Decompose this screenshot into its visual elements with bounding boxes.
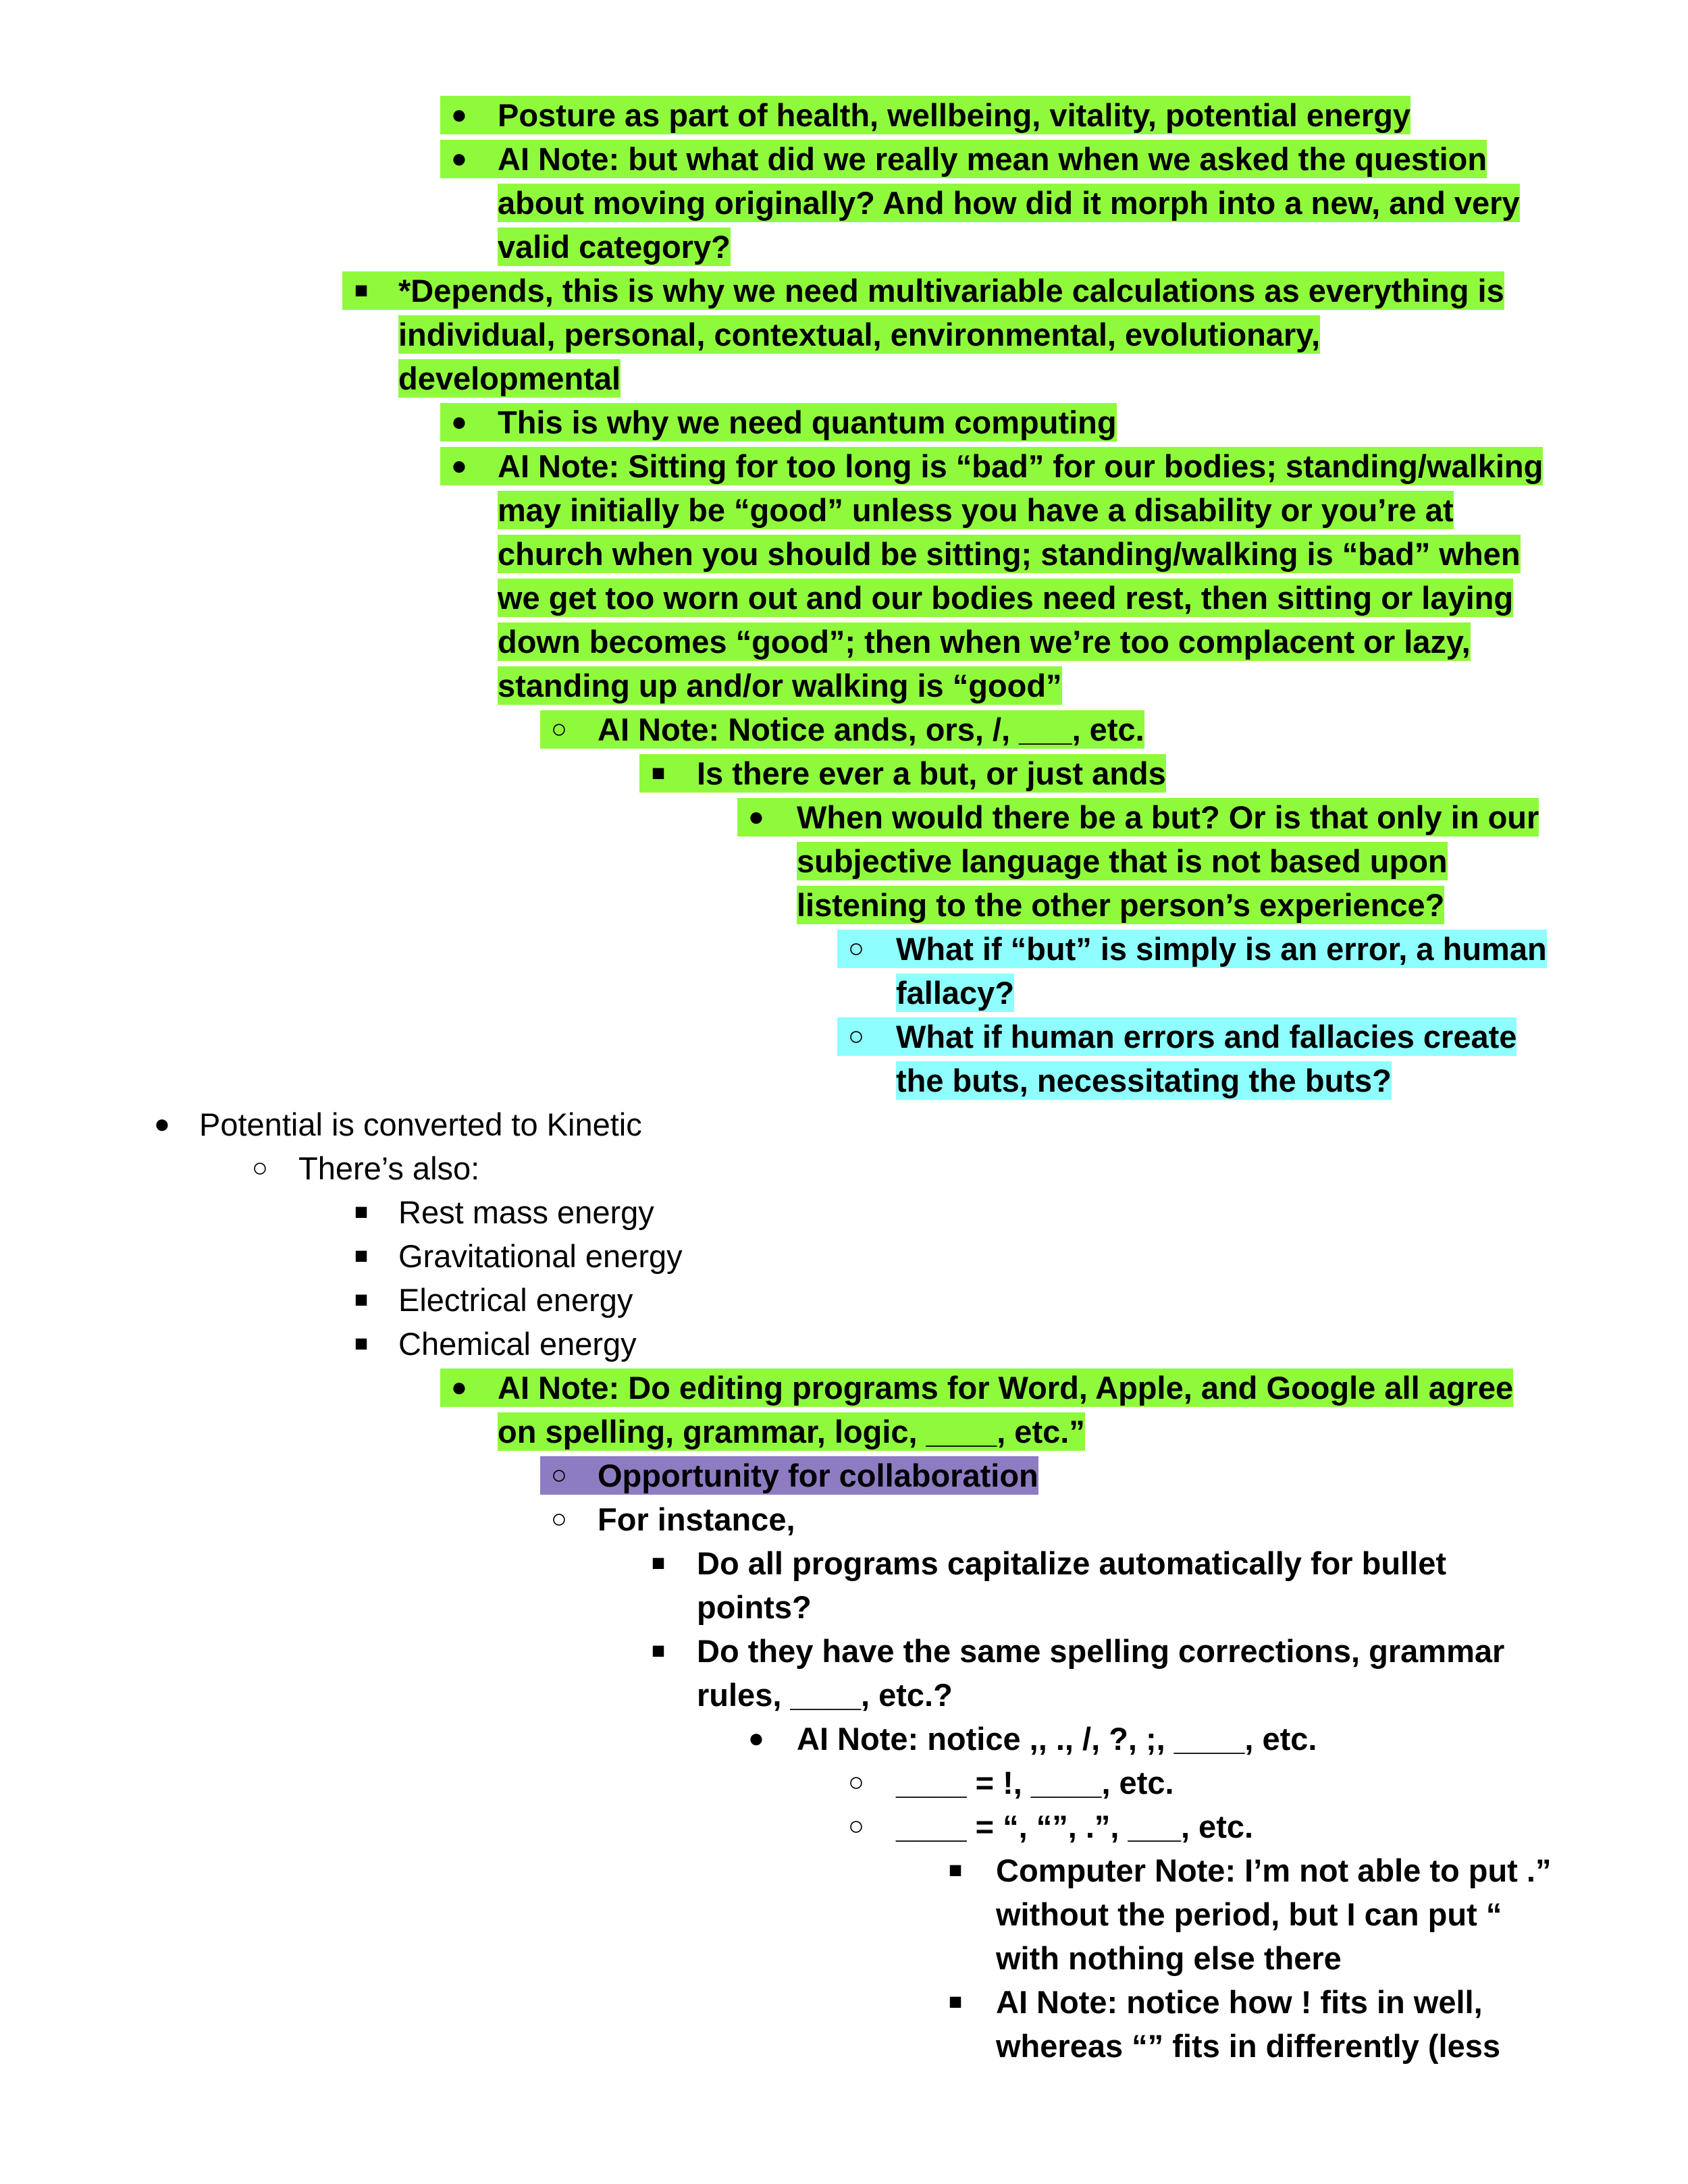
circle-bullet-icon: ○ [847,1021,865,1051]
list-item-text: AI Note: notice ,, ., /, ?, ;, ____, etc. [797,1721,1317,1757]
square-bullet-icon: ■ [354,1199,369,1225]
list-item-text: *Depends, this is why we need multivariable calculations as everything is [398,273,1504,309]
list-line [0,664,1688,708]
document-body [0,93,1688,2068]
list-line [0,1980,1688,2024]
square-bullet-icon: ■ [651,760,666,786]
list-line [0,488,1688,532]
list-item-text: valid category? [498,229,731,265]
list-item-text: Computer Note: I’m not able to put .” [996,1853,1552,1888]
list-item-text: AI Note: Do editing programs for Word, Apple, and Google all agree [498,1370,1514,1406]
list-line [0,1585,1688,1629]
list-line [0,181,1688,225]
list-line [0,927,1688,971]
list-item-text: ____ = “, “”, .”, ___, etc. [896,1809,1254,1844]
list-item-text: When would there be a but? Or is that only in our [797,799,1539,835]
list-line [0,1102,1688,1146]
list-line [0,1541,1688,1585]
list-item-text: on spelling, grammar, logic, ____, etc.” [498,1414,1085,1449]
list-line [0,1454,1688,1497]
list-item-text: rules, ____, etc.? [697,1677,953,1713]
list-line [0,708,1688,751]
disc-bullet-icon: ● [450,144,468,174]
list-line [0,1059,1688,1102]
list-line [0,532,1688,576]
list-item-text: individual, personal, contextual, environmental, evolutionary, [398,317,1321,352]
disc-bullet-icon: ● [450,1373,468,1402]
list-item-text: with nothing else there [996,1940,1342,1976]
list-line [0,225,1688,269]
list-line [0,1805,1688,1848]
list-item-text: What if human errors and fallacies create [896,1019,1517,1055]
list-line [0,839,1688,883]
list-line [0,93,1688,137]
list-line [0,313,1688,356]
square-bullet-icon: ■ [948,1989,963,2015]
list-item-text: AI Note: Sitting for too long is “bad” for our bodies; standing/walking [498,448,1544,484]
list-item-text: This is why we need quantum computing [498,404,1117,440]
square-bullet-icon: ■ [354,1331,369,1356]
list-item-text: Electrical energy [398,1282,633,1318]
list-line [0,576,1688,620]
list-item-text: Is there ever a but, or just ands [697,755,1166,791]
list-item-text: AI Note: but what did we really mean when we asked the question [498,141,1487,177]
list-item-text: Gravitational energy [398,1238,683,1274]
list-item-text: Do all programs capitalize automatically for bullet [697,1545,1446,1581]
list-item-text: without the period, but I can put “ [996,1896,1502,1932]
list-item-text: Do they have the same spelling corrections, grammar [697,1633,1505,1669]
list-line [0,1717,1688,1761]
list-line [0,1848,1688,1892]
list-item-text: Rest mass energy [398,1194,654,1230]
list-line [0,883,1688,927]
list-line [0,1190,1688,1234]
list-line [0,400,1688,444]
disc-bullet-icon: ● [747,1724,765,1753]
list-line [0,1629,1688,1673]
list-item-text: developmental [398,361,621,396]
list-item-text: fallacy? [896,975,1015,1011]
list-line [0,1234,1688,1278]
list-item-text: AI Note: notice how ! fits in well, [996,1984,1483,2020]
list-item-text: church when you should be sitting; standing/walking is “bad” when [498,536,1521,572]
disc-bullet-icon: ● [450,407,468,437]
circle-bullet-icon: ○ [847,1767,865,1797]
square-bullet-icon: ■ [948,1857,963,1883]
disc-bullet-icon: ● [450,451,468,481]
list-line [0,1322,1688,1366]
circle-bullet-icon: ○ [550,1504,568,1534]
list-item-text: Chemical energy [398,1326,637,1362]
list-line [0,1410,1688,1454]
disc-bullet-icon: ● [450,100,468,130]
list-item-text: the buts, necessitating the buts? [896,1063,1392,1098]
list-item-text: whereas “” fits in differently (less [996,2028,1500,2064]
square-bullet-icon: ■ [354,1243,369,1269]
list-item-text: subjective language that is not based upon [797,843,1448,879]
list-line [0,1366,1688,1410]
list-item-text: may initially be “good” unless you have a disability or you’re at [498,492,1454,528]
list-item-text: AI Note: Notice ands, ors, /, ___, etc. [598,712,1144,747]
square-bullet-icon: ■ [354,277,369,303]
list-item-text: For instance, [598,1501,795,1537]
circle-bullet-icon: ○ [847,1811,865,1841]
list-line [0,1892,1688,1936]
circle-bullet-icon: ○ [550,714,568,744]
list-line [0,269,1688,313]
list-line [0,1761,1688,1805]
list-line [0,751,1688,795]
list-item-text: about moving originally? And how did it morph into a new, and very [498,185,1520,221]
list-line [0,356,1688,400]
list-line [0,2024,1688,2068]
list-line [0,1146,1688,1190]
list-item-text: ____ = !, ____, etc. [896,1765,1174,1801]
list-item-text: listening to the other person’s experience? [797,887,1445,923]
disc-bullet-icon: ● [153,1109,171,1139]
square-bullet-icon: ■ [651,1550,666,1576]
square-bullet-icon: ■ [354,1287,369,1312]
list-item-text: standing up and/or walking is “good” [498,668,1062,703]
square-bullet-icon: ■ [651,1638,666,1663]
list-line [0,137,1688,181]
list-line [0,1278,1688,1322]
list-item-text: Posture as part of health, wellbeing, vitality, potential energy [498,97,1410,133]
list-item-text: down becomes “good”; then when we’re too complacent or lazy, [498,624,1471,660]
list-line [0,971,1688,1015]
list-line [0,620,1688,664]
list-item-text: Opportunity for collaboration [598,1458,1038,1493]
circle-bullet-icon: ○ [550,1460,568,1490]
list-line [0,1497,1688,1541]
list-item-text: What if “but” is simply is an error, a human [896,931,1547,967]
list-item-text: There’s also: [298,1150,480,1186]
list-line [0,1015,1688,1059]
list-item-text: we get too worn out and our bodies need rest, then sitting or laying [498,580,1514,616]
list-line [0,795,1688,839]
disc-bullet-icon: ● [747,802,765,832]
circle-bullet-icon: ○ [847,934,865,963]
list-line [0,444,1688,488]
list-line [0,1936,1688,1980]
list-item-text: Potential is converted to Kinetic [199,1107,642,1142]
list-item-text: points? [697,1589,812,1625]
circle-bullet-icon: ○ [251,1153,269,1183]
list-line [0,1673,1688,1717]
